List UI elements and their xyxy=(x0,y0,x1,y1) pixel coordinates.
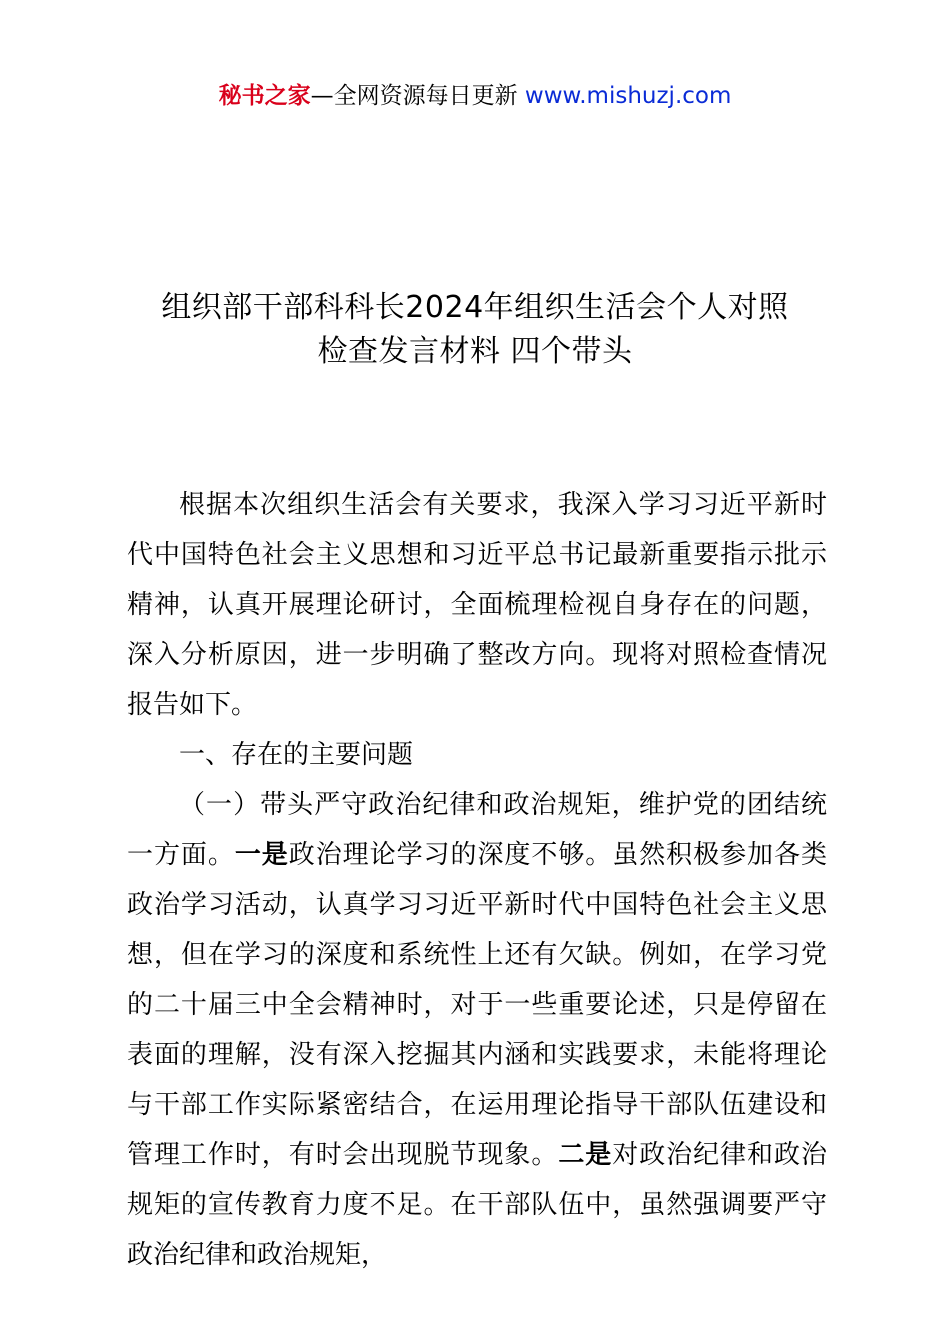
point-two-label: 二是 xyxy=(558,1140,613,1170)
document-body xyxy=(127,480,827,1280)
intro-paragraph: 根据本次组织生活会有关要求，我深入学习习近平新时代中国特色社会主义思想和习近平总书记最新重要指示批示精神，认真开展理论研讨，全面梳理检视自身存在的问题，深入分析原因，进一步明确了整改方向。现将对照检查情况报告如下。 xyxy=(127,490,827,720)
title-line-1: 组织部干部科科长2024年组织生活会个人对照 xyxy=(161,290,789,325)
point-one-text: 政治理论学习的深度不够。虽然积极参加各类政治学习活动，认真学习习近平新时代中国特色社会主义思想，但在学习的深度和系统性上还有欠缺。例如，在学习党的二十届三中全会精神时，对于一些重要论述，只是停留在表面的理解，没有深入挖掘其内涵和实践要求，未能将理论与干部工作实际紧密结合，在运用理论指导干部队伍建设和管理工作时，有时会出现脱节现象。 xyxy=(127,840,827,1170)
section-heading: 一、存在的主要问题 xyxy=(179,740,414,770)
site-tagline: —全网资源每日更新 xyxy=(310,83,525,109)
subsection-heading-text: （一）带头严守政治纪律和政治规矩，维护党的团结统一方面。 xyxy=(127,790,827,870)
point-one-label: 一是 xyxy=(234,840,289,870)
site-header xyxy=(0,80,950,112)
title-line-2: 检查发言材料 四个带头 xyxy=(317,334,633,369)
site-url-link[interactable]: www.mishuzj.com xyxy=(524,83,732,109)
site-brand: 秘书之家 xyxy=(218,83,311,109)
document-title xyxy=(0,286,950,374)
point-two-text: 对政治纪律和政治规矩的宣传教育力度不足。在干部队伍中，虽然强调要严守政治纪律和政治规矩， xyxy=(127,1140,827,1270)
subsection-paragraph xyxy=(127,780,827,1280)
